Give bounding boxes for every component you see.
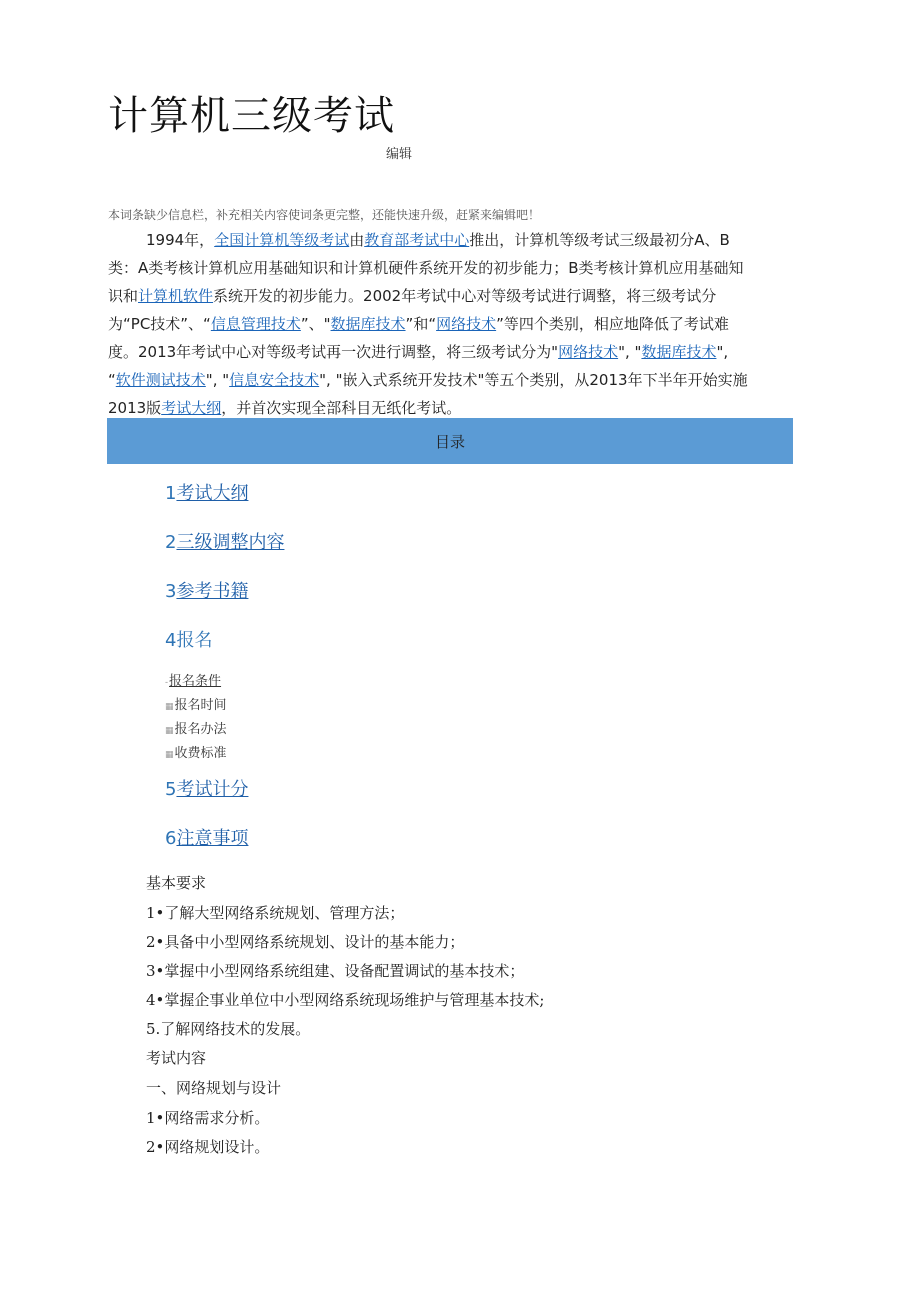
toc-item-notes[interactable] — [165, 825, 284, 874]
section-heading: 基本要求 — [146, 874, 207, 892]
intro-text: 1994年， — [146, 231, 215, 249]
toc-subitem-label: 收费标准 — [174, 746, 227, 761]
toc-link[interactable]: 注意事项 — [176, 828, 249, 849]
toc-number: 4 — [165, 630, 177, 651]
link-info-management[interactable]: 信息管理技术 — [210, 315, 301, 333]
toc-link[interactable]: 考试计分 — [176, 779, 249, 800]
link-network-tech[interactable]: 网络技术 — [436, 315, 497, 333]
list-item: 3•掌握中小型网络系统组建、设备配置调试的基本技术； — [146, 962, 525, 980]
link-database-tech[interactable]: 数据库技术 — [330, 315, 406, 333]
intro-text: ", " — [618, 343, 642, 361]
toc-number: 1 — [165, 483, 177, 504]
toc-number: 5 — [165, 779, 177, 800]
toc-subitem-label: 报名条件 — [169, 674, 222, 689]
toc-number: 3 — [165, 581, 177, 602]
toc-heading: 目录 — [434, 432, 465, 451]
toc-subitem-method[interactable] — [165, 718, 284, 742]
toc-item-syllabus[interactable] — [165, 480, 284, 529]
toc-item-scoring[interactable] — [165, 776, 284, 825]
subsection-heading: 一、网络规划与设计 — [146, 1079, 282, 1097]
toc-header — [107, 418, 793, 464]
toc-item-reference-books[interactable] — [165, 578, 284, 627]
missing-infobox-notice: 本词条缺少信息栏，补充相关内容使词条更完整，还能快速升级，赶紧来编辑吧！ — [108, 208, 541, 222]
link-computer-software[interactable]: 计算机软件 — [138, 287, 214, 305]
toc-item-registration[interactable] — [165, 627, 284, 676]
expand-box-icon: ▦ — [165, 726, 174, 736]
intro-text: ”和“ — [405, 315, 437, 333]
table-of-contents — [165, 480, 284, 874]
edit-link[interactable]: 编辑 — [386, 147, 413, 162]
toc-subitem-fees[interactable] — [165, 742, 284, 766]
section-heading: 考试内容 — [146, 1049, 207, 1067]
list-item: 2•网络规划设计。 — [146, 1138, 270, 1156]
intro-text: ", “ — [108, 343, 729, 389]
toc-subitem-label: 报名办法 — [174, 722, 227, 737]
expand-box-icon: ▦ — [165, 750, 174, 760]
intro-text: ", " — [205, 371, 230, 389]
toc-subitem-time[interactable] — [165, 694, 284, 718]
link-info-security[interactable]: 信息安全技术 — [229, 371, 320, 389]
link-moe-exam-center[interactable]: 教育部考试中心 — [364, 231, 470, 249]
collapse-marker-icon: - — [165, 678, 169, 688]
intro-text: ", "嵌入式系统开发技术"等五个类别，从2013年下半年开始实施2013版 — [108, 371, 748, 417]
toc-number: 2 — [165, 532, 177, 553]
list-item: 5.了解网络技术的发展。 — [146, 1020, 311, 1038]
intro-text: 推出，计算机等级考试三级最初分A、B类：A类考核计算机应用基础知识和计算机硬件系统开发的初步能力；B类考核计算机应用基础知识和 — [108, 231, 744, 305]
link-software-testing[interactable]: 软件测试技术 — [115, 371, 206, 389]
page-title: 计算机三级考试 — [108, 93, 395, 139]
intro-text: 由 — [349, 231, 365, 249]
toc-link[interactable]: 参考书籍 — [176, 581, 249, 602]
syllabus-content — [146, 868, 544, 1161]
toc-item-adjustments[interactable] — [165, 529, 284, 578]
intro-text: ，并首次实现全部科目无纸化考试。 — [221, 399, 462, 417]
list-item: 1•网络需求分析。 — [146, 1109, 270, 1127]
toc-number: 6 — [165, 828, 177, 849]
toc-link[interactable]: 三级调整内容 — [176, 532, 285, 553]
link-ncre[interactable]: 全国计算机等级考试 — [214, 231, 350, 249]
toc-subitem-label: 报名时间 — [174, 698, 227, 713]
toc-link[interactable]: 考试大纲 — [176, 483, 249, 504]
list-item: 2•具备中小型网络系统规划、设计的基本能力； — [146, 933, 465, 951]
link-exam-syllabus[interactable]: 考试大纲 — [161, 399, 222, 417]
link-database-tech-2013[interactable]: 数据库技术 — [641, 343, 717, 361]
intro-text: 系统开发的初步能力。2002年考试中心对等级考试进行调整，将三级考试分为“PC技术”、“ — [108, 287, 717, 333]
link-network-tech-2013[interactable]: 网络技术 — [558, 343, 619, 361]
intro-paragraph — [108, 226, 748, 422]
expand-box-icon: ▦ — [165, 702, 174, 712]
toc-subsection-list — [165, 670, 284, 766]
list-item: 1•了解大型网络系统规划、管理方法； — [146, 904, 405, 922]
toc-subitem-conditions[interactable] — [165, 670, 284, 694]
toc-link[interactable]: 报名 — [176, 630, 213, 651]
intro-text: ”等四个类别，相应地降低了考试难度。2013年考试中心对等级考试再一次进行调整，将三级考试分为" — [108, 315, 729, 361]
list-item: 4•掌握企事业单位中小型网络系统现场维护与管理基本技术; — [146, 991, 545, 1009]
intro-text: ”、" — [300, 315, 331, 333]
